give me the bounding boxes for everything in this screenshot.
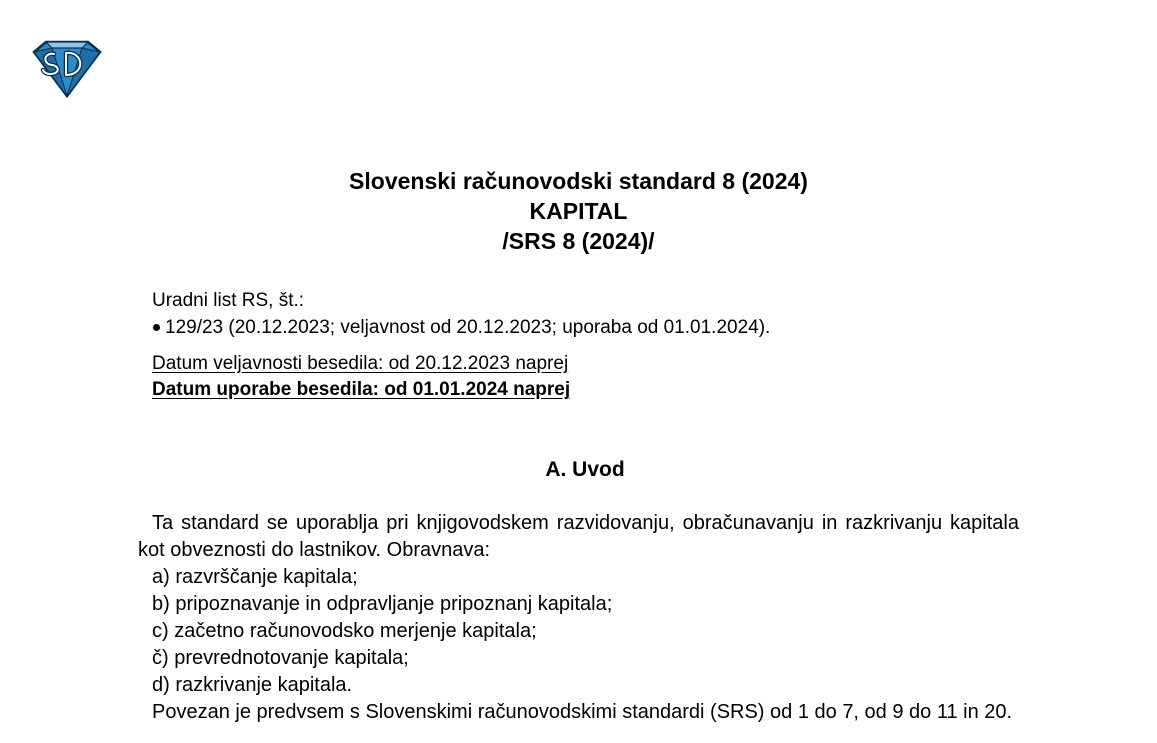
validity-date: Datum veljavnosti besedila: od 20.12.2023 naprej — [152, 353, 569, 374]
section-heading: A. Uvod — [545, 458, 625, 481]
list-item: d) razkrivanje kapitala. — [152, 674, 353, 696]
section-body — [138, 510, 1019, 726]
title-line-code: /SRS 8 (2024)/ — [502, 228, 655, 254]
gazette-entry — [152, 314, 770, 341]
bullet-icon — [153, 324, 160, 331]
text-dates — [152, 351, 570, 403]
gazette-label: Uradni list RS, št.: — [152, 290, 305, 311]
list-item: b) pripoznavanje in odpravljanje pripoznanj kapitala; — [152, 593, 613, 615]
intro-paragraph: Ta standard se uporablja pri knjigovodskem razvidovanju, obračunavanju in razkrivanju kapitala kot obveznosti do lastnikov. Obravnava: — [138, 512, 1019, 561]
sd-diamond-logo-icon — [30, 38, 104, 100]
application-date: Datum uporabe besedila: od 01.01.2024 naprej — [152, 379, 571, 400]
gazette-reference — [152, 287, 770, 341]
document-title — [0, 166, 1157, 256]
title-line-subject: KAPITAL — [529, 198, 628, 224]
list-item: a) razvrščanje kapitala; — [152, 566, 358, 588]
closing-paragraph: Povezan je predvsem s Slovenskimi računovodskimi standardi (SRS) od 1 do 7, od 9 do 11 in 20. — [152, 701, 1013, 723]
list-item: č) prevrednotovanje kapitala; — [152, 647, 409, 669]
title-line-standard: Slovenski računovodski standard 8 (2024) — [349, 168, 808, 194]
list-item: c) začetno računovodsko merjenje kapitala; — [152, 620, 537, 642]
scope-list — [138, 564, 1019, 699]
gazette-entry-text: 129/23 (20.12.2023; veljavnost od 20.12.2023; uporaba od 01.01.2024). — [165, 317, 771, 338]
